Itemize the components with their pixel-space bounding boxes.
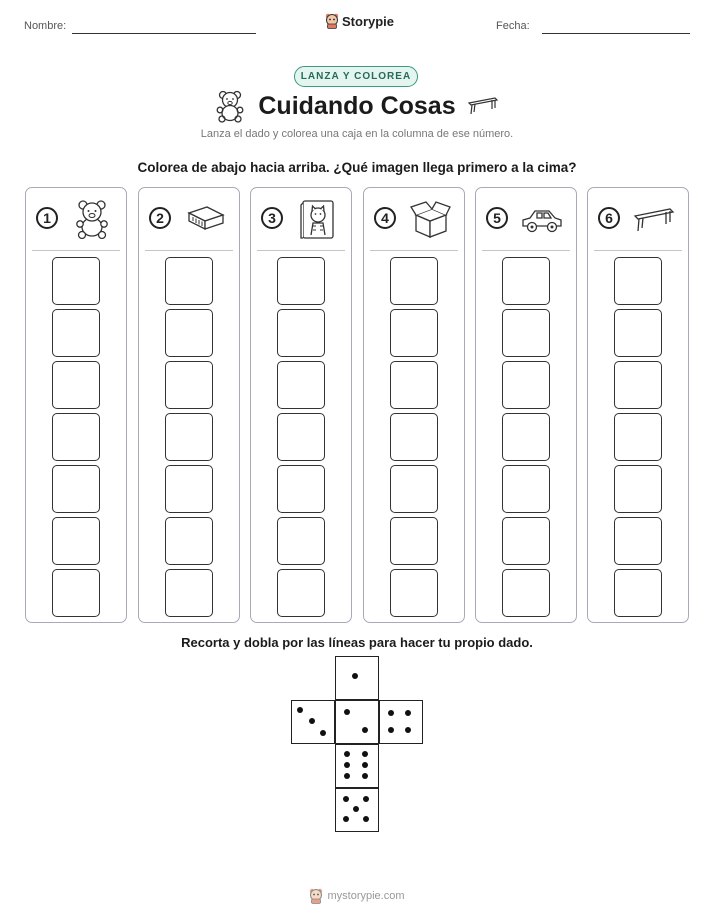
dice-face-4 <box>379 700 423 744</box>
color-box[interactable] <box>165 413 213 461</box>
color-box[interactable] <box>502 257 550 305</box>
color-box[interactable] <box>277 361 325 409</box>
color-box[interactable] <box>165 465 213 513</box>
column-3 <box>250 187 352 623</box>
color-box[interactable] <box>390 309 438 357</box>
color-box[interactable] <box>502 465 550 513</box>
column-divider <box>594 250 682 251</box>
column-2 <box>138 187 240 623</box>
color-box[interactable] <box>277 257 325 305</box>
color-box[interactable] <box>390 517 438 565</box>
name-label: Nombre: <box>24 20 67 32</box>
dice-face-1 <box>335 656 379 700</box>
color-box[interactable] <box>52 517 100 565</box>
column-number: 5 <box>486 207 508 229</box>
picture-book-icon <box>295 199 339 239</box>
column-number: 4 <box>374 207 396 229</box>
column-divider <box>145 250 233 251</box>
color-box[interactable] <box>502 517 550 565</box>
footer <box>0 888 714 904</box>
column-number: 6 <box>598 207 620 229</box>
color-box[interactable] <box>390 361 438 409</box>
column-number: 3 <box>261 207 283 229</box>
color-box[interactable] <box>614 361 662 409</box>
color-box[interactable] <box>614 309 662 357</box>
storypie-mascot-icon <box>309 888 323 904</box>
color-box[interactable] <box>277 569 325 617</box>
color-box[interactable] <box>390 465 438 513</box>
color-box[interactable] <box>52 309 100 357</box>
footer-url[interactable]: mystorypie.com <box>327 890 405 902</box>
color-box[interactable] <box>165 361 213 409</box>
page-title: Cuidando Cosas <box>258 92 456 120</box>
color-box[interactable] <box>52 257 100 305</box>
column-1 <box>25 187 127 623</box>
column-5 <box>475 187 577 623</box>
column-divider <box>482 250 570 251</box>
column-divider <box>32 250 120 251</box>
bench-icon <box>632 199 676 239</box>
storypie-mascot-icon <box>325 13 339 29</box>
color-box[interactable] <box>52 361 100 409</box>
color-box[interactable] <box>277 413 325 461</box>
color-box[interactable] <box>390 569 438 617</box>
column-6 <box>587 187 689 623</box>
color-box[interactable] <box>165 257 213 305</box>
color-box[interactable] <box>52 413 100 461</box>
color-box[interactable] <box>502 569 550 617</box>
dice-net <box>290 656 426 836</box>
column-4 <box>363 187 465 623</box>
color-box[interactable] <box>614 257 662 305</box>
color-box[interactable] <box>502 309 550 357</box>
color-box[interactable] <box>614 465 662 513</box>
color-box[interactable] <box>390 257 438 305</box>
brand-logo <box>325 13 394 29</box>
color-box[interactable] <box>52 569 100 617</box>
dice-face-5 <box>335 788 379 832</box>
color-box[interactable] <box>165 569 213 617</box>
color-box[interactable] <box>502 361 550 409</box>
brand-name: Storypie <box>342 13 395 29</box>
color-box[interactable] <box>614 413 662 461</box>
color-box[interactable] <box>165 309 213 357</box>
page-subtitle: Lanza el dado y colorea una caja en la columna de ese número. <box>200 128 514 140</box>
color-box[interactable] <box>277 517 325 565</box>
name-field[interactable] <box>72 33 256 34</box>
dice-face-3 <box>291 700 335 744</box>
activity-badge: LANZA Y COLOREA <box>294 66 418 87</box>
color-box[interactable] <box>52 465 100 513</box>
color-box[interactable] <box>390 413 438 461</box>
color-box[interactable] <box>277 465 325 513</box>
color-box[interactable] <box>165 517 213 565</box>
toy-car-icon <box>520 199 564 239</box>
dice-face-2 <box>335 700 379 744</box>
column-number: 1 <box>36 207 58 229</box>
color-box[interactable] <box>614 517 662 565</box>
teddy-bear-icon <box>70 199 114 239</box>
date-field[interactable] <box>542 33 690 34</box>
cut-instruction: Recorta y dobla por las líneas para hacer tu propio dado. <box>181 635 533 650</box>
cardboard-box-icon <box>408 199 452 239</box>
soap-bar-icon <box>183 199 227 239</box>
date-label: Fecha: <box>496 20 530 32</box>
bench-icon <box>467 96 499 116</box>
column-number: 2 <box>149 207 171 229</box>
color-box[interactable] <box>614 569 662 617</box>
color-box[interactable] <box>502 413 550 461</box>
color-box[interactable] <box>277 309 325 357</box>
coloring-instruction: Colorea de abajo hacia arriba. ¿Qué imagen llega primero a la cima? <box>137 160 577 175</box>
column-divider <box>257 250 345 251</box>
dice-face-6 <box>335 744 379 788</box>
column-divider <box>370 250 458 251</box>
